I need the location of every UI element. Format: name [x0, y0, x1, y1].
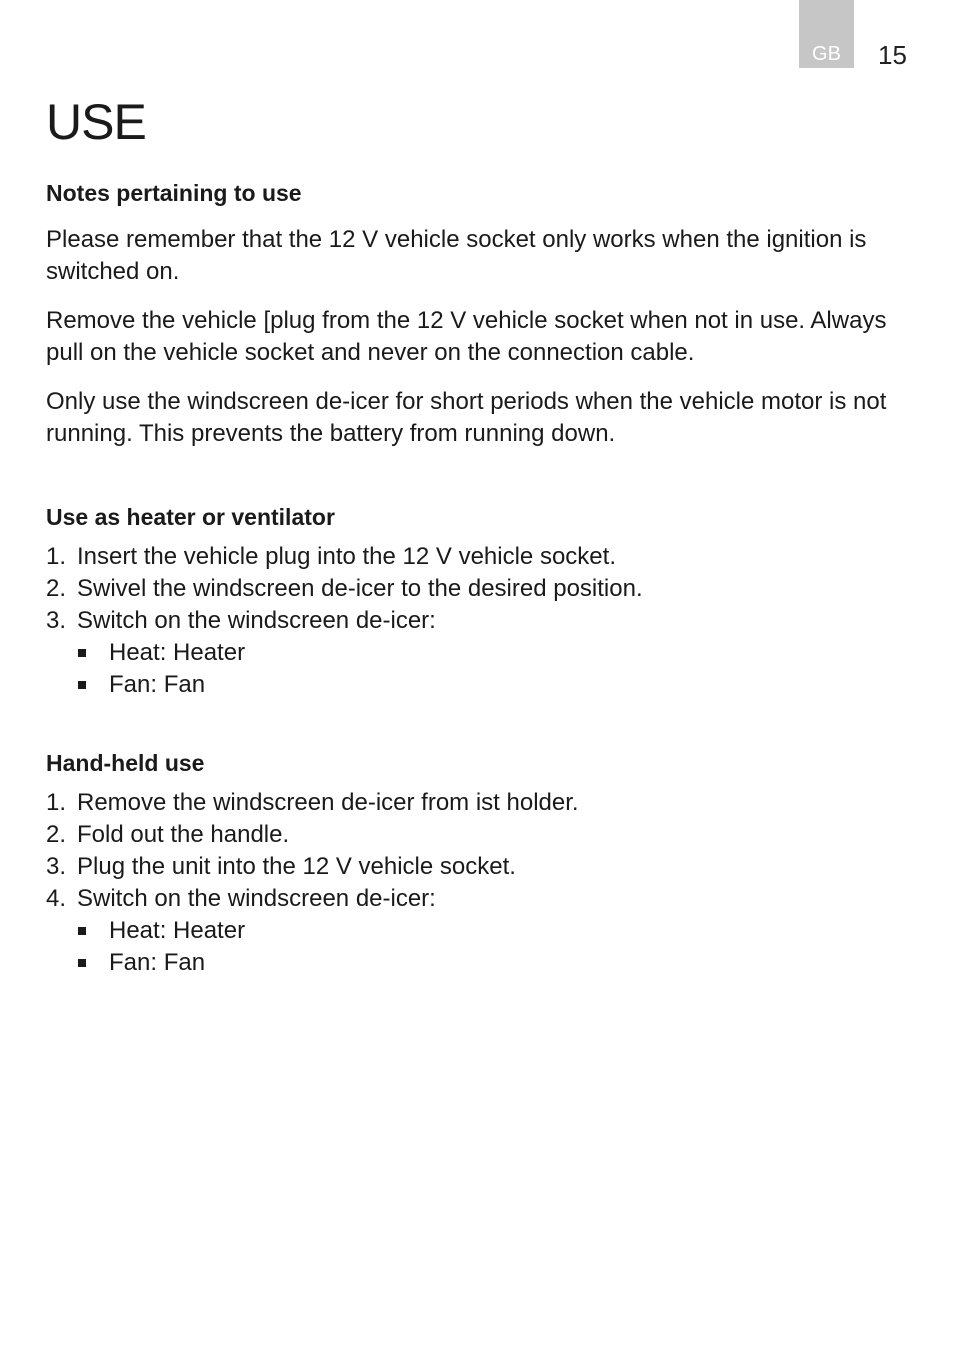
step-number: 4. — [46, 885, 67, 912]
list-item — [78, 947, 906, 979]
hand-held-section — [46, 747, 906, 979]
step-number: 2. — [46, 821, 67, 848]
heater-ventilator-section — [46, 501, 906, 701]
list-item — [78, 637, 906, 669]
step-text: Plug the unit into the 12 V vehicle socket. — [77, 853, 516, 880]
step-number: 1. — [46, 789, 67, 816]
hand-held-steps-list — [46, 787, 906, 915]
step-text: Swivel the windscreen de-icer to the desired position. — [77, 575, 643, 602]
step-text: Remove the windscreen de-icer from ist holder. — [77, 789, 579, 816]
step-number: 1. — [46, 543, 67, 570]
bullet-text: Heat: Heater — [109, 639, 246, 666]
step-text: Fold out the handle. — [77, 821, 290, 848]
list-item — [46, 541, 906, 573]
notes-paragraph: Remove the vehicle [plug from the 12 V vehicle socket when not in use. Always pull on the vehicle socket and never on the connection cable. — [46, 307, 887, 366]
notes-paragraph: Please remember that the 12 V vehicle socket only works when the ignition is switched on. — [46, 226, 867, 285]
list-item — [46, 851, 906, 883]
notes-section — [46, 177, 906, 450]
heater-ventilator-heading: Use as heater or ventilator — [46, 504, 335, 530]
bullet-text: Fan: Fan — [109, 949, 206, 976]
step-number: 2. — [46, 575, 67, 602]
hand-held-heading: Hand-held use — [46, 750, 205, 776]
list-item — [78, 915, 906, 947]
step-number: 3. — [46, 853, 67, 880]
step-text: Switch on the windscreen de-icer: — [77, 885, 436, 912]
list-item — [46, 819, 906, 851]
list-item — [46, 787, 906, 819]
square-bullet-icon — [78, 649, 86, 657]
list-item — [46, 883, 906, 915]
square-bullet-icon — [78, 959, 86, 967]
notes-heading: Notes pertaining to use — [46, 180, 302, 206]
page-title: USE — [46, 94, 146, 150]
page-content — [46, 92, 906, 979]
square-bullet-icon — [78, 927, 86, 935]
language-tab: GB — [799, 0, 854, 68]
bullet-text: Heat: Heater — [109, 917, 246, 944]
list-item — [46, 573, 906, 605]
heater-steps-list — [46, 541, 906, 637]
square-bullet-icon — [78, 681, 86, 689]
list-item — [46, 605, 906, 637]
bullet-text: Fan: Fan — [109, 671, 206, 698]
heater-bullet-list — [46, 637, 906, 701]
notes-paragraph: Only use the windscreen de-icer for short periods when the vehicle motor is not running. This prevents the battery from running down. — [46, 388, 887, 447]
step-text: Insert the vehicle plug into the 12 V vehicle socket. — [77, 543, 616, 570]
step-number: 3. — [46, 607, 67, 634]
hand-held-bullet-list — [46, 915, 906, 979]
list-item — [78, 669, 906, 701]
page-number: 15 — [878, 40, 907, 70]
step-text: Switch on the windscreen de-icer: — [77, 607, 436, 634]
